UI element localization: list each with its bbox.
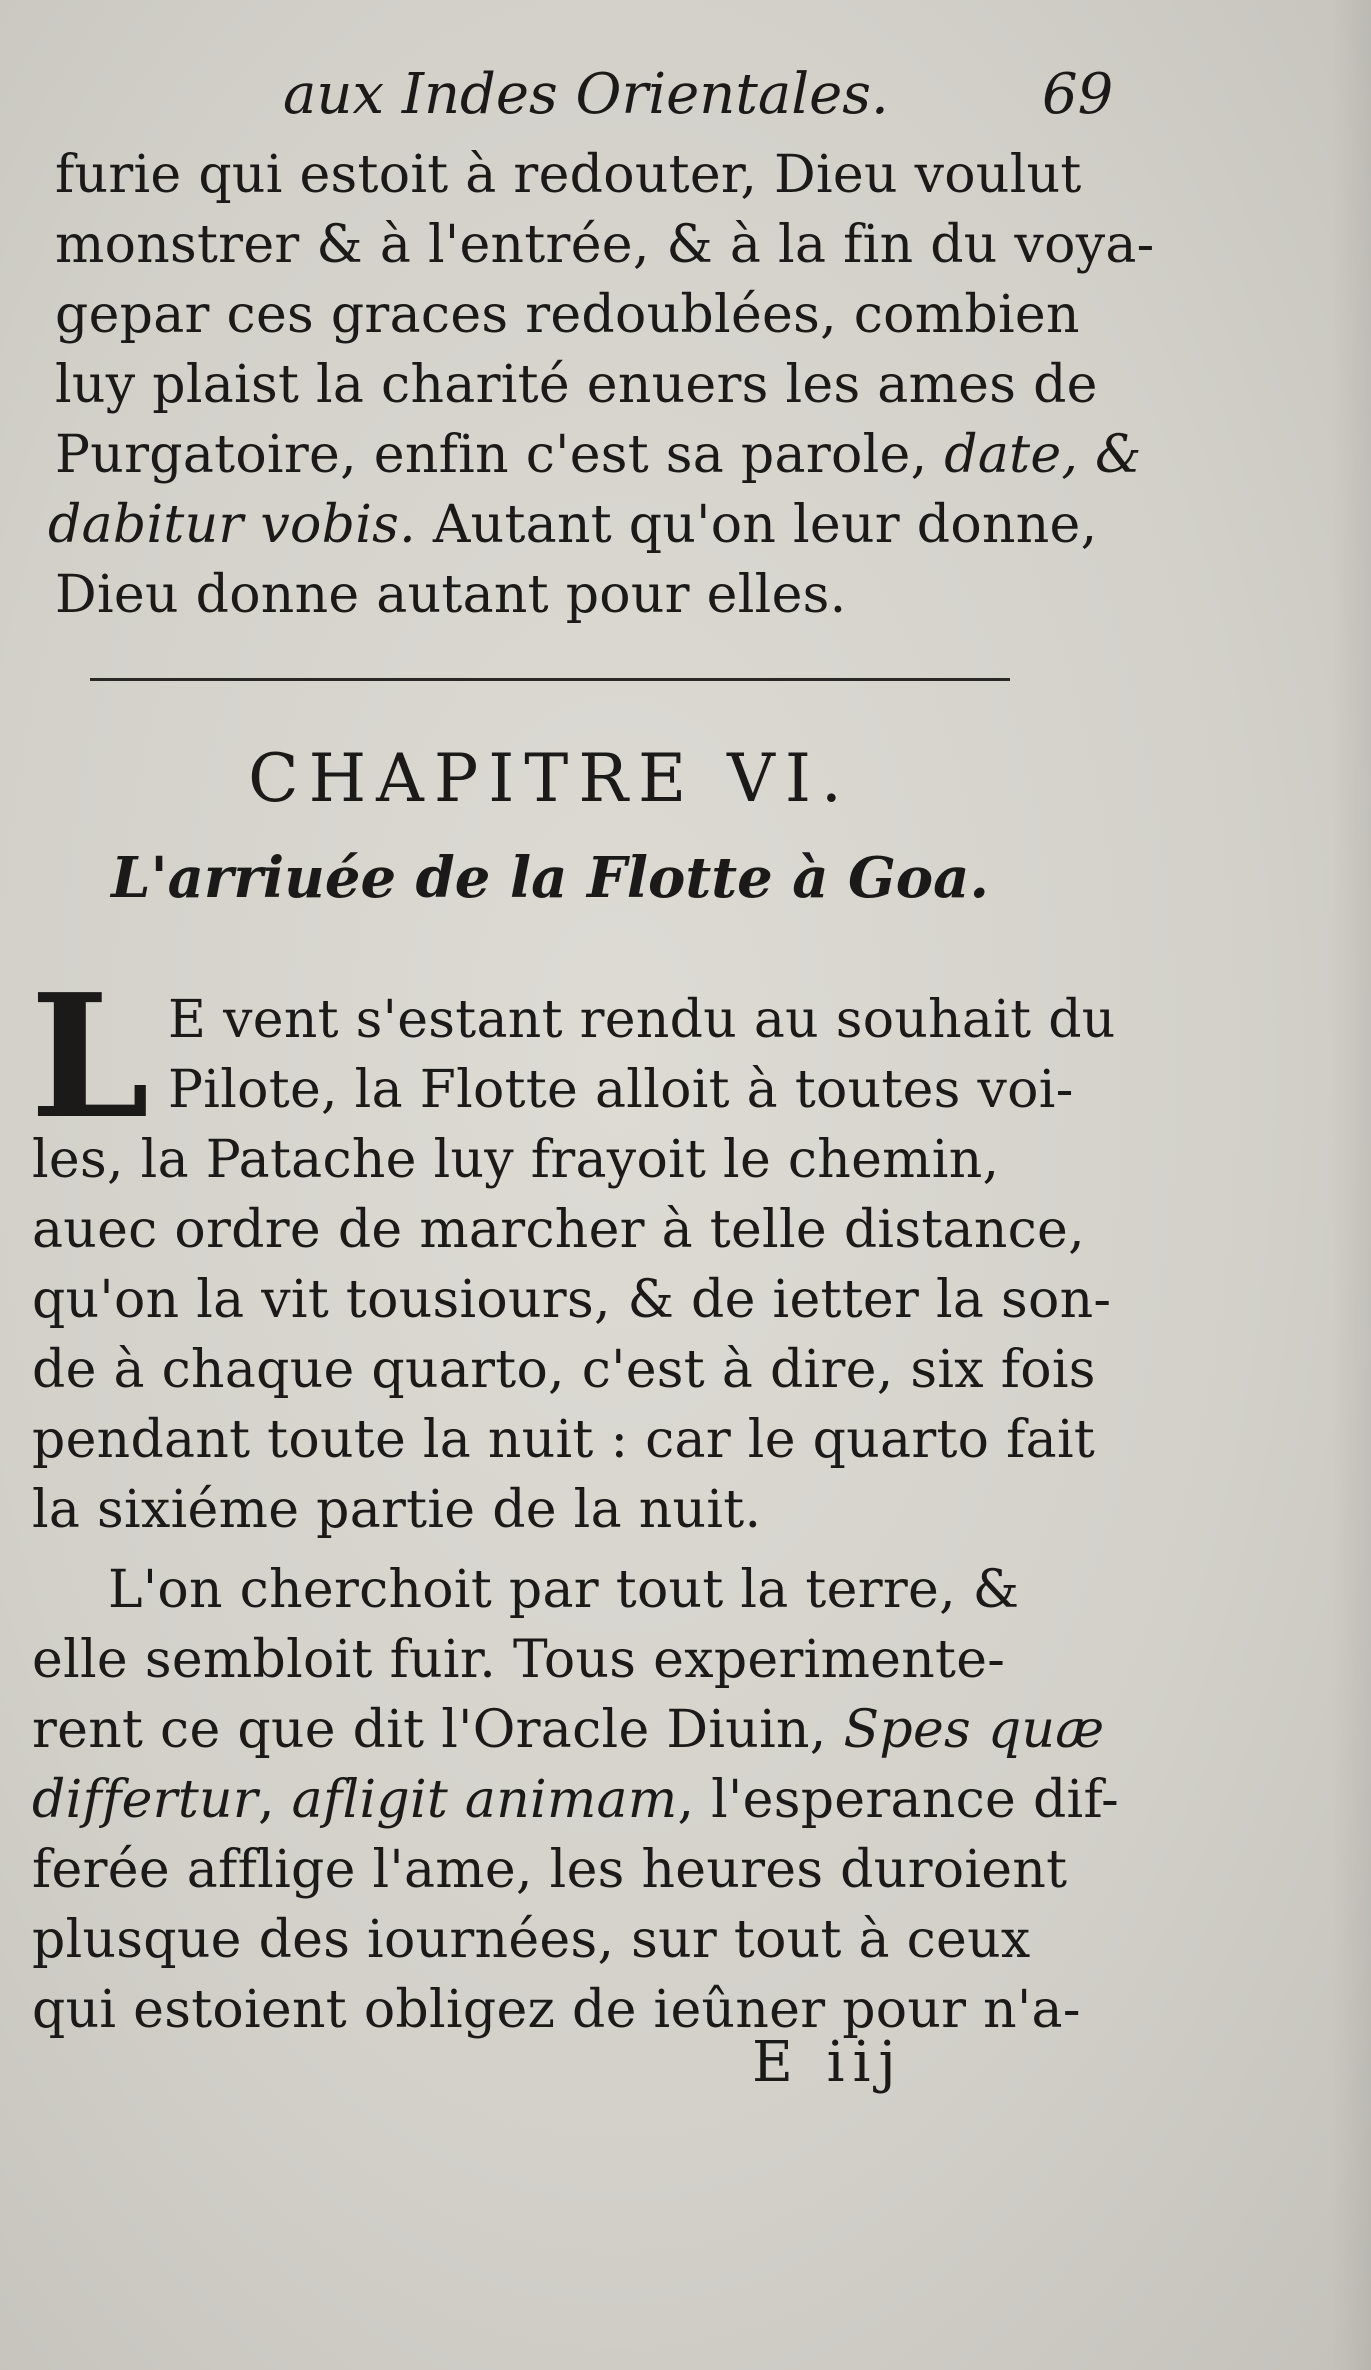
text-line: E vent s'estant rendu au souhait du (168, 990, 1116, 1050)
text-line: les, la Patache luy frayoit le chemin, (32, 1130, 1000, 1190)
latin-quote: Spes quæ (843, 1700, 1105, 1760)
text-line: qu'on la vit tousiours, & de ietter la son- (32, 1270, 1112, 1330)
text-line: elle sembloit fuir. Tous experimente- (32, 1630, 1006, 1690)
text-line (48, 495, 1097, 555)
text-span: Purgatoire, enfin c'est sa parole, (55, 425, 945, 485)
text-line: luy plaist la charité enuers les ames de (55, 355, 1098, 415)
latin-quote: date, & (944, 425, 1142, 485)
latin-quote: differtur (32, 1770, 258, 1830)
text-line: de à chaque quarto, c'est à dire, six fois (32, 1340, 1096, 1400)
running-head: aux Indes Orientales. (283, 62, 889, 127)
text-line: pendant toute la nuit : car le quarto fait (32, 1410, 1096, 1470)
text-line: Pilote, la Flotte alloit à toutes voi- (168, 1060, 1074, 1120)
text-line: monstrer & à l'entrée, & à la fin du voya- (55, 215, 1155, 275)
text-span: Autant qu'on leur donne, (416, 495, 1098, 555)
drop-cap: L (30, 957, 150, 1157)
text-line (32, 1770, 1119, 1830)
text-line: Dieu donne autant pour elles. (55, 565, 847, 625)
page-number: 69 (1042, 62, 1114, 127)
text-line: furie qui estoit à redouter, Dieu voulut (55, 145, 1082, 205)
text-line: qui estoient obligez de ieûner pour n'a- (32, 1980, 1081, 2040)
text-span: , l'esperance dif- (677, 1770, 1120, 1830)
text-line: plusque des iournées, sur tout à ceux (32, 1910, 1031, 1970)
latin-quote: afligit animam (291, 1770, 678, 1830)
text-line: gepar ces graces redoublées, combien (55, 285, 1080, 345)
latin-quote: dabitur vobis. (48, 495, 416, 555)
section-divider (90, 678, 1010, 681)
text-span: rent ce que dit l'Oracle Diuin, (32, 1700, 844, 1760)
text-line: ferée afflige l'ame, les heures duroient (32, 1840, 1068, 1900)
text-line (55, 425, 1142, 485)
text-line: L'on cherchoit par tout la terre, & (108, 1560, 1020, 1620)
chapter-title: L'arriuée de la Flotte à Goa. (111, 845, 989, 911)
text-line: auec ordre de marcher à telle distance, (32, 1200, 1085, 1260)
signature-mark: E iij (752, 2030, 904, 2095)
text-line (32, 1700, 1104, 1760)
chapter-heading: CHAPITRE VI. (248, 740, 852, 817)
text-span: , (258, 1770, 292, 1830)
text-line: la sixiéme partie de la nuit. (32, 1480, 762, 1540)
